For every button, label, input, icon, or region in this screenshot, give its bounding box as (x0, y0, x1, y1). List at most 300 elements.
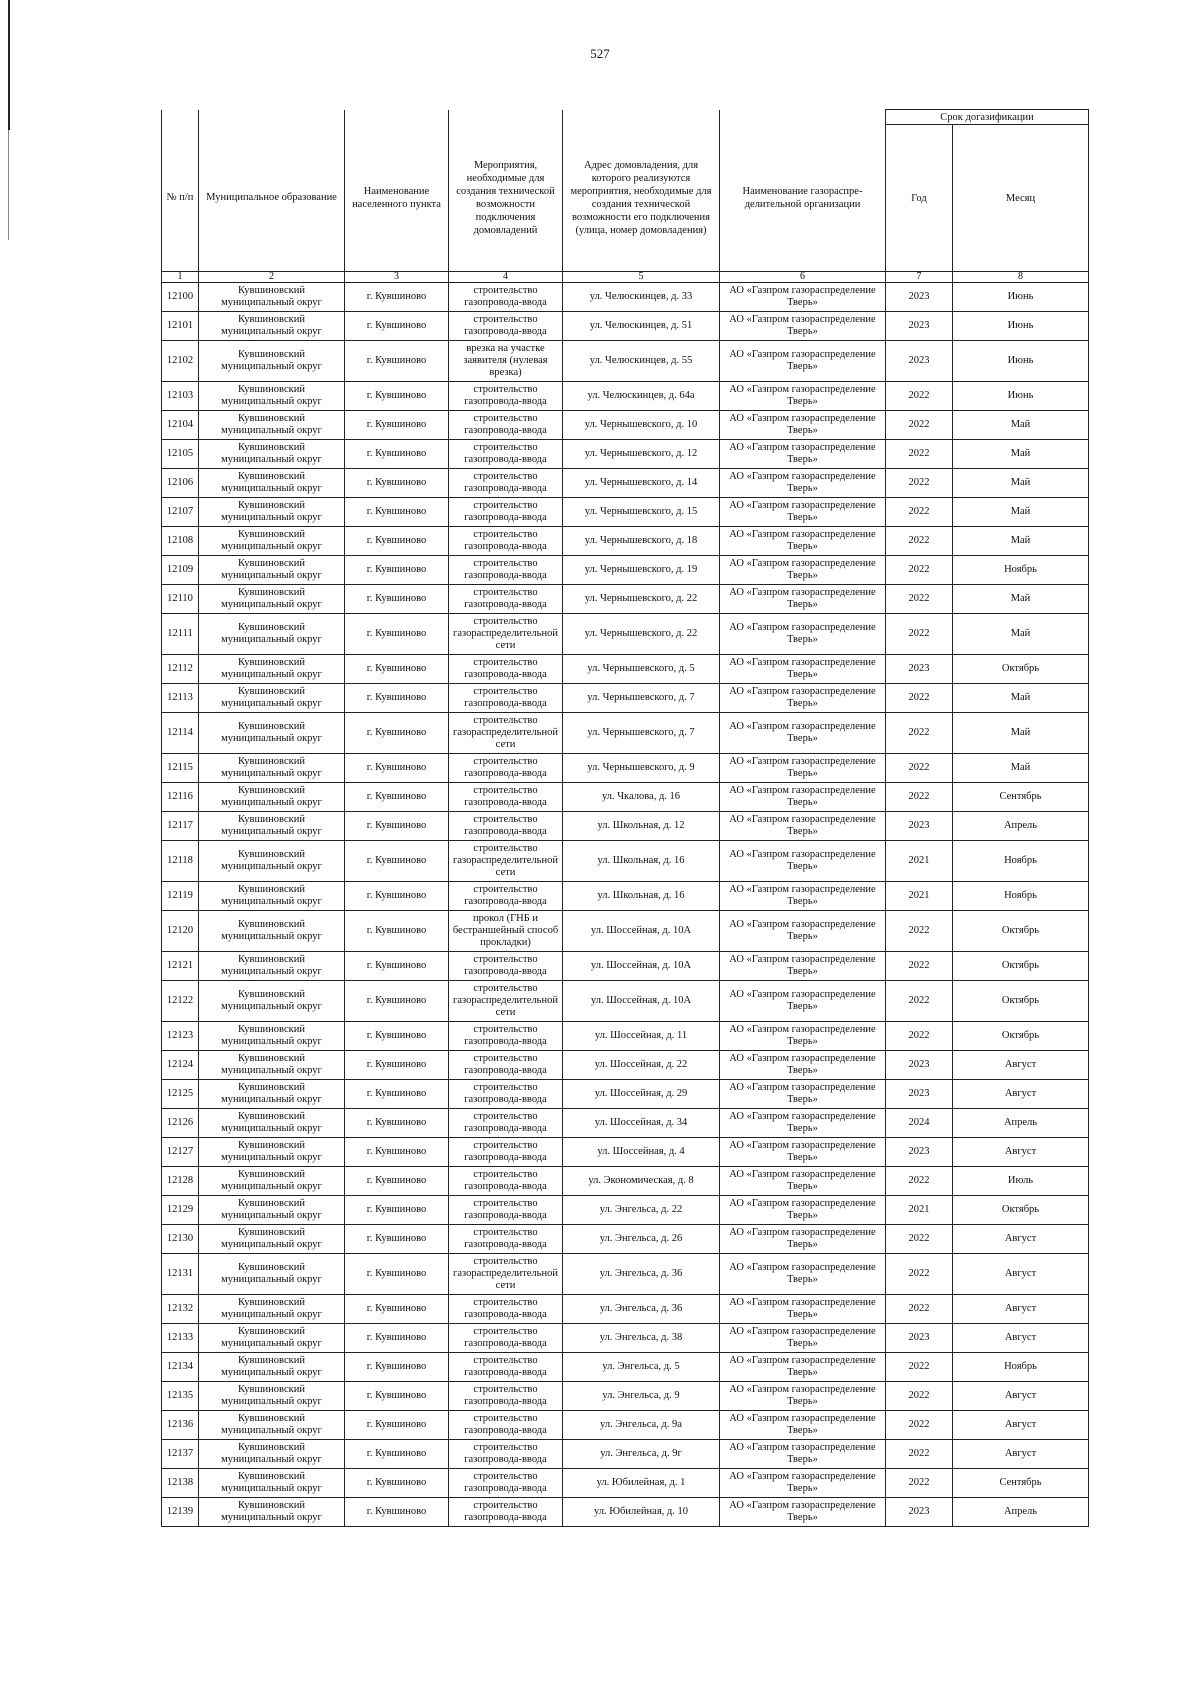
year-cell: 2022 (886, 614, 953, 655)
measure-cell: строительство газопровода-ввода (449, 812, 563, 841)
municipality-cell: Кувшиновский муниципальный округ (199, 382, 345, 411)
settlement-cell: г. Кувшиново (345, 411, 449, 440)
row-number: 12120 (162, 911, 199, 952)
measure-cell: строительство газопровода-ввода (449, 655, 563, 684)
measure-cell: строительство газопровода-ввода (449, 1196, 563, 1225)
year-cell: 2021 (886, 841, 953, 882)
table-row (162, 283, 1089, 312)
row-number: 12110 (162, 585, 199, 614)
measure-cell: строительство газопровода-ввода (449, 1080, 563, 1109)
municipality-cell: Кувшиновский муниципальный округ (199, 1080, 345, 1109)
settlement-cell: г. Кувшиново (345, 614, 449, 655)
table-row (162, 841, 1089, 882)
year-cell: 2022 (886, 1167, 953, 1196)
address-cell: ул. Энгельса, д. 9г (563, 1440, 720, 1469)
measure-cell: строительство газопровода-ввода (449, 952, 563, 981)
organization-cell: АО «Газпром газораспределение Тверь» (720, 1382, 886, 1411)
measure-cell: прокол (ГНБ и бестраншейный способ прокладки) (449, 911, 563, 952)
measure-cell: строительство газопровода-ввода (449, 754, 563, 783)
year-cell: 2023 (886, 283, 953, 312)
settlement-cell: г. Кувшиново (345, 556, 449, 585)
month-cell: Август (953, 1225, 1089, 1254)
measure-cell: строительство газопровода-ввода (449, 411, 563, 440)
year-cell: 2022 (886, 911, 953, 952)
table-row (162, 1080, 1089, 1109)
address-cell: ул. Чернышевского, д. 9 (563, 754, 720, 783)
address-cell: ул. Чернышевского, д. 7 (563, 684, 720, 713)
row-number: 12136 (162, 1411, 199, 1440)
table-row (162, 1196, 1089, 1225)
address-cell: ул. Шоссейная, д. 22 (563, 1051, 720, 1080)
row-number: 12103 (162, 382, 199, 411)
month-cell: Октябрь (953, 1022, 1089, 1051)
year-cell: 2022 (886, 1382, 953, 1411)
year-cell: 2022 (886, 754, 953, 783)
settlement-cell: г. Кувшиново (345, 1324, 449, 1353)
margin-binding-mark (8, 0, 10, 130)
organization-cell: АО «Газпром газораспределение Тверь» (720, 469, 886, 498)
measure-cell: врезка на участке заявителя (нулевая врезка) (449, 341, 563, 382)
header-deadline-group: Срок догазификации (886, 110, 1089, 125)
settlement-cell: г. Кувшиново (345, 1138, 449, 1167)
address-cell: ул. Шоссейная, д. 10А (563, 911, 720, 952)
organization-cell: АО «Газпром газораспределение Тверь» (720, 981, 886, 1022)
year-cell: 2022 (886, 783, 953, 812)
month-cell: Июнь (953, 283, 1089, 312)
measure-cell: строительство газопровода-ввода (449, 1295, 563, 1324)
row-number: 12102 (162, 341, 199, 382)
address-cell: ул. Шоссейная, д. 4 (563, 1138, 720, 1167)
table-row (162, 556, 1089, 585)
measure-cell: строительство газопровода-ввода (449, 1109, 563, 1138)
year-cell: 2022 (886, 498, 953, 527)
measure-cell: строительство газопровода-ввода (449, 1411, 563, 1440)
municipality-cell: Кувшиновский муниципальный округ (199, 1295, 345, 1324)
month-cell: Ноябрь (953, 882, 1089, 911)
settlement-cell: г. Кувшиново (345, 1080, 449, 1109)
row-number: 12121 (162, 952, 199, 981)
year-cell: 2023 (886, 312, 953, 341)
row-number: 12130 (162, 1225, 199, 1254)
organization-cell: АО «Газпром газораспределение Тверь» (720, 1411, 886, 1440)
table-row (162, 1109, 1089, 1138)
organization-cell: АО «Газпром газораспределение Тверь» (720, 411, 886, 440)
month-cell: Август (953, 1382, 1089, 1411)
month-cell: Май (953, 527, 1089, 556)
measure-cell: строительство газопровода-ввода (449, 283, 563, 312)
header-col-number: 2 (199, 272, 345, 283)
settlement-cell: г. Кувшиново (345, 585, 449, 614)
municipality-cell: Кувшиновский муниципальный округ (199, 1498, 345, 1527)
organization-cell: АО «Газпром газораспределение Тверь» (720, 754, 886, 783)
month-cell: Май (953, 754, 1089, 783)
address-cell: ул. Чернышевского, д. 15 (563, 498, 720, 527)
row-number: 12133 (162, 1324, 199, 1353)
year-cell: 2022 (886, 382, 953, 411)
year-cell: 2023 (886, 341, 953, 382)
row-number: 12125 (162, 1080, 199, 1109)
address-cell: ул. Чернышевского, д. 10 (563, 411, 720, 440)
address-cell: ул. Школьная, д. 16 (563, 841, 720, 882)
month-cell: Октябрь (953, 981, 1089, 1022)
month-cell: Июнь (953, 382, 1089, 411)
municipality-cell: Кувшиновский муниципальный округ (199, 1440, 345, 1469)
organization-cell: АО «Газпром газораспределение Тверь» (720, 1167, 886, 1196)
municipality-cell: Кувшиновский муниципальный округ (199, 556, 345, 585)
municipality-cell: Кувшиновский муниципальный округ (199, 527, 345, 556)
municipality-cell: Кувшиновский муниципальный округ (199, 1469, 345, 1498)
measure-cell: строительство газопровода-ввода (449, 1440, 563, 1469)
measure-cell: строительство газораспределительной сети (449, 614, 563, 655)
measure-cell: строительство газопровода-ввода (449, 527, 563, 556)
year-cell: 2022 (886, 1254, 953, 1295)
margin-binding-mark-faint (8, 130, 9, 240)
year-cell: 2022 (886, 1022, 953, 1051)
year-cell: 2024 (886, 1109, 953, 1138)
year-cell: 2022 (886, 1411, 953, 1440)
settlement-cell: г. Кувшиново (345, 527, 449, 556)
month-cell: Август (953, 1080, 1089, 1109)
row-number: 12107 (162, 498, 199, 527)
municipality-cell: Кувшиновский муниципальный округ (199, 911, 345, 952)
settlement-cell: г. Кувшиново (345, 1382, 449, 1411)
row-number: 12101 (162, 312, 199, 341)
municipality-cell: Кувшиновский муниципальный округ (199, 614, 345, 655)
organization-cell: АО «Газпром газораспределение Тверь» (720, 341, 886, 382)
organization-cell: АО «Газпром газораспределение Тверь» (720, 283, 886, 312)
address-cell: ул. Экономическая, д. 8 (563, 1167, 720, 1196)
municipality-cell: Кувшиновский муниципальный округ (199, 1138, 345, 1167)
measure-cell: строительство газораспределительной сети (449, 841, 563, 882)
year-cell: 2022 (886, 411, 953, 440)
measure-cell: строительство газопровода-ввода (449, 1382, 563, 1411)
settlement-cell: г. Кувшиново (345, 1225, 449, 1254)
settlement-cell: г. Кувшиново (345, 469, 449, 498)
table-row (162, 812, 1089, 841)
address-cell: ул. Челюскинцев, д. 64а (563, 382, 720, 411)
organization-cell: АО «Газпром газораспределение Тверь» (720, 882, 886, 911)
organization-cell: АО «Газпром газораспределение Тверь» (720, 841, 886, 882)
organization-cell: АО «Газпром газораспределение Тверь» (720, 556, 886, 585)
address-cell: ул. Шоссейная, д. 29 (563, 1080, 720, 1109)
month-cell: Октябрь (953, 911, 1089, 952)
municipality-cell: Кувшиновский муниципальный округ (199, 1254, 345, 1295)
gasification-table (161, 109, 1089, 1527)
address-cell: ул. Энгельса, д. 9 (563, 1382, 720, 1411)
organization-cell: АО «Газпром газораспределение Тверь» (720, 1469, 886, 1498)
municipality-cell: Кувшиновский муниципальный округ (199, 585, 345, 614)
table-row (162, 655, 1089, 684)
month-cell: Май (953, 684, 1089, 713)
municipality-cell: Кувшиновский муниципальный округ (199, 341, 345, 382)
settlement-cell: г. Кувшиново (345, 655, 449, 684)
address-cell: ул. Челюскинцев, д. 33 (563, 283, 720, 312)
organization-cell: АО «Газпром газораспределение Тверь» (720, 498, 886, 527)
municipality-cell: Кувшиновский муниципальный округ (199, 1051, 345, 1080)
header-col-number: 1 (162, 272, 199, 283)
settlement-cell: г. Кувшиново (345, 440, 449, 469)
table-row (162, 1498, 1089, 1527)
year-cell: 2022 (886, 469, 953, 498)
table-row (162, 911, 1089, 952)
table-row (162, 684, 1089, 713)
table-row (162, 1411, 1089, 1440)
row-number: 12104 (162, 411, 199, 440)
month-cell: Апрель (953, 1109, 1089, 1138)
table-body (162, 283, 1089, 1527)
measure-cell: строительство газопровода-ввода (449, 585, 563, 614)
municipality-cell: Кувшиновский муниципальный округ (199, 882, 345, 911)
address-cell: ул. Чернышевского, д. 7 (563, 713, 720, 754)
table-row (162, 713, 1089, 754)
row-number: 12113 (162, 684, 199, 713)
settlement-cell: г. Кувшиново (345, 1051, 449, 1080)
header-col-number: 6 (720, 272, 886, 283)
measure-cell: строительство газопровода-ввода (449, 382, 563, 411)
header-blank (720, 110, 886, 125)
address-cell: ул. Чернышевского, д. 5 (563, 655, 720, 684)
header-col-number: 7 (886, 272, 953, 283)
address-cell: ул. Юбилейная, д. 1 (563, 1469, 720, 1498)
address-cell: ул. Чернышевского, д. 22 (563, 614, 720, 655)
address-cell: ул. Чернышевского, д. 12 (563, 440, 720, 469)
year-cell: 2023 (886, 1080, 953, 1109)
month-cell: Август (953, 1295, 1089, 1324)
measure-cell: строительство газопровода-ввода (449, 882, 563, 911)
header-blank (345, 110, 449, 125)
table-row (162, 1167, 1089, 1196)
settlement-cell: г. Кувшиново (345, 882, 449, 911)
settlement-cell: г. Кувшиново (345, 1353, 449, 1382)
header-month: Месяц (953, 125, 1089, 272)
address-cell: ул. Чернышевского, д. 14 (563, 469, 720, 498)
address-cell: ул. Школьная, д. 16 (563, 882, 720, 911)
municipality-cell: Кувшиновский муниципальный округ (199, 411, 345, 440)
organization-cell: АО «Газпром газораспределение Тверь» (720, 713, 886, 754)
table-row (162, 1051, 1089, 1080)
organization-cell: АО «Газпром газораспределение Тверь» (720, 1109, 886, 1138)
year-cell: 2023 (886, 1498, 953, 1527)
month-cell: Май (953, 469, 1089, 498)
header-address: Адрес домовладения, для которого реализуются мероприятия, необходимые для создания технической возможности его подключения (улица, номер домовладения) (563, 125, 720, 272)
address-cell: ул. Энгельса, д. 9а (563, 1411, 720, 1440)
municipality-cell: Кувшиновский муниципальный округ (199, 1022, 345, 1051)
organization-cell: АО «Газпром газораспределение Тверь» (720, 1138, 886, 1167)
table-row (162, 1254, 1089, 1295)
header-blank (563, 110, 720, 125)
organization-cell: АО «Газпром газораспределение Тверь» (720, 1225, 886, 1254)
table-row (162, 1382, 1089, 1411)
header-col-number: 3 (345, 272, 449, 283)
settlement-cell: г. Кувшиново (345, 1254, 449, 1295)
year-cell: 2023 (886, 655, 953, 684)
header-settlement: Наименование населенного пункта (345, 125, 449, 272)
month-cell: Август (953, 1254, 1089, 1295)
row-number: 12128 (162, 1167, 199, 1196)
month-cell: Май (953, 713, 1089, 754)
table-row (162, 1138, 1089, 1167)
month-cell: Май (953, 498, 1089, 527)
row-number: 12131 (162, 1254, 199, 1295)
row-number: 12139 (162, 1498, 199, 1527)
address-cell: ул. Юбилейная, д. 10 (563, 1498, 720, 1527)
month-cell: Май (953, 614, 1089, 655)
municipality-cell: Кувшиновский муниципальный округ (199, 713, 345, 754)
address-cell: ул. Энгельса, д. 38 (563, 1324, 720, 1353)
municipality-cell: Кувшиновский муниципальный округ (199, 498, 345, 527)
page-number: 527 (590, 46, 610, 61)
row-number: 12122 (162, 981, 199, 1022)
table-header (162, 110, 1089, 283)
measure-cell: строительство газопровода-ввода (449, 1225, 563, 1254)
municipality-cell: Кувшиновский муниципальный округ (199, 981, 345, 1022)
settlement-cell: г. Кувшиново (345, 783, 449, 812)
row-number: 12112 (162, 655, 199, 684)
settlement-cell: г. Кувшиново (345, 981, 449, 1022)
year-cell: 2022 (886, 952, 953, 981)
municipality-cell: Кувшиновский муниципальный округ (199, 312, 345, 341)
settlement-cell: г. Кувшиново (345, 952, 449, 981)
year-cell: 2021 (886, 882, 953, 911)
month-cell: Октябрь (953, 1196, 1089, 1225)
month-cell: Май (953, 411, 1089, 440)
organization-cell: АО «Газпром газораспределение Тверь» (720, 684, 886, 713)
year-cell: 2022 (886, 1353, 953, 1382)
address-cell: ул. Чкалова, д. 16 (563, 783, 720, 812)
table-row (162, 469, 1089, 498)
address-cell: ул. Энгельса, д. 22 (563, 1196, 720, 1225)
settlement-cell: г. Кувшиново (345, 1295, 449, 1324)
settlement-cell: г. Кувшиново (345, 754, 449, 783)
table-row (162, 1353, 1089, 1382)
organization-cell: АО «Газпром газораспределение Тверь» (720, 1353, 886, 1382)
municipality-cell: Кувшиновский муниципальный округ (199, 754, 345, 783)
header-year: Год (886, 125, 953, 272)
month-cell: Июнь (953, 341, 1089, 382)
address-cell: ул. Школьная, д. 12 (563, 812, 720, 841)
address-cell: ул. Чернышевского, д. 19 (563, 556, 720, 585)
year-cell: 2023 (886, 1324, 953, 1353)
municipality-cell: Кувшиновский муниципальный округ (199, 841, 345, 882)
measure-cell: строительство газопровода-ввода (449, 1051, 563, 1080)
table-row (162, 411, 1089, 440)
table-row (162, 1295, 1089, 1324)
row-number: 12106 (162, 469, 199, 498)
address-cell: ул. Чернышевского, д. 18 (563, 527, 720, 556)
year-cell: 2022 (886, 440, 953, 469)
table-row (162, 754, 1089, 783)
year-cell: 2022 (886, 981, 953, 1022)
row-number: 12100 (162, 283, 199, 312)
header-col-number: 8 (953, 272, 1089, 283)
measure-cell: строительство газопровода-ввода (449, 1469, 563, 1498)
settlement-cell: г. Кувшиново (345, 341, 449, 382)
measure-cell: строительство газораспределительной сети (449, 981, 563, 1022)
measure-cell: строительство газопровода-ввода (449, 1353, 563, 1382)
year-cell: 2022 (886, 684, 953, 713)
address-cell: ул. Энгельса, д. 36 (563, 1254, 720, 1295)
header-col-number: 4 (449, 272, 563, 283)
measure-cell: строительство газопровода-ввода (449, 1498, 563, 1527)
measure-cell: строительство газопровода-ввода (449, 1167, 563, 1196)
table-row (162, 1225, 1089, 1254)
month-cell: Сентябрь (953, 1469, 1089, 1498)
municipality-cell: Кувшиновский муниципальный округ (199, 1411, 345, 1440)
month-cell: Август (953, 1324, 1089, 1353)
organization-cell: АО «Газпром газораспределение Тверь» (720, 1080, 886, 1109)
settlement-cell: г. Кувшиново (345, 1022, 449, 1051)
address-cell: ул. Челюскинцев, д. 51 (563, 312, 720, 341)
month-cell: Август (953, 1411, 1089, 1440)
municipality-cell: Кувшиновский муниципальный округ (199, 1382, 345, 1411)
address-cell: ул. Шоссейная, д. 34 (563, 1109, 720, 1138)
address-cell: ул. Энгельса, д. 5 (563, 1353, 720, 1382)
row-number: 12118 (162, 841, 199, 882)
settlement-cell: г. Кувшиново (345, 312, 449, 341)
municipality-cell: Кувшиновский муниципальный округ (199, 283, 345, 312)
measure-cell: строительство газопровода-ввода (449, 1138, 563, 1167)
year-cell: 2023 (886, 1138, 953, 1167)
table-row (162, 1324, 1089, 1353)
organization-cell: АО «Газпром газораспределение Тверь» (720, 1022, 886, 1051)
organization-cell: АО «Газпром газораспределение Тверь» (720, 585, 886, 614)
row-number: 12108 (162, 527, 199, 556)
measure-cell: строительство газопровода-ввода (449, 498, 563, 527)
measure-cell: строительство газопровода-ввода (449, 440, 563, 469)
table-row (162, 614, 1089, 655)
year-cell: 2022 (886, 1295, 953, 1324)
year-cell: 2022 (886, 527, 953, 556)
year-cell: 2022 (886, 1440, 953, 1469)
address-cell: ул. Шоссейная, д. 10А (563, 981, 720, 1022)
table-row (162, 783, 1089, 812)
address-cell: ул. Челюскинцев, д. 55 (563, 341, 720, 382)
municipality-cell: Кувшиновский муниципальный округ (199, 952, 345, 981)
row-number: 12134 (162, 1353, 199, 1382)
table-row (162, 981, 1089, 1022)
header-col-number: 5 (563, 272, 720, 283)
month-cell: Июнь (953, 312, 1089, 341)
month-cell: Апрель (953, 812, 1089, 841)
address-cell: ул. Шоссейная, д. 10А (563, 952, 720, 981)
row-number: 12111 (162, 614, 199, 655)
table-row (162, 1022, 1089, 1051)
measure-cell: строительство газопровода-ввода (449, 1324, 563, 1353)
municipality-cell: Кувшиновский муниципальный округ (199, 655, 345, 684)
table-row (162, 882, 1089, 911)
row-number: 12124 (162, 1051, 199, 1080)
organization-cell: АО «Газпром газораспределение Тверь» (720, 655, 886, 684)
municipality-cell: Кувшиновский муниципальный округ (199, 1225, 345, 1254)
measure-cell: строительство газопровода-ввода (449, 556, 563, 585)
month-cell: Май (953, 585, 1089, 614)
row-number: 12114 (162, 713, 199, 754)
table-row (162, 341, 1089, 382)
row-number: 12135 (162, 1382, 199, 1411)
settlement-cell: г. Кувшиново (345, 1440, 449, 1469)
municipality-cell: Кувшиновский муниципальный округ (199, 812, 345, 841)
table-row (162, 952, 1089, 981)
organization-cell: АО «Газпром газораспределение Тверь» (720, 1254, 886, 1295)
settlement-cell: г. Кувшиново (345, 1196, 449, 1225)
settlement-cell: г. Кувшиново (345, 283, 449, 312)
header-blank (449, 110, 563, 125)
municipality-cell: Кувшиновский муниципальный округ (199, 440, 345, 469)
measure-cell: строительство газораспределительной сети (449, 713, 563, 754)
organization-cell: АО «Газпром газораспределение Тверь» (720, 1295, 886, 1324)
year-cell: 2023 (886, 1051, 953, 1080)
header-municipality: Муниципальное образование (199, 125, 345, 272)
